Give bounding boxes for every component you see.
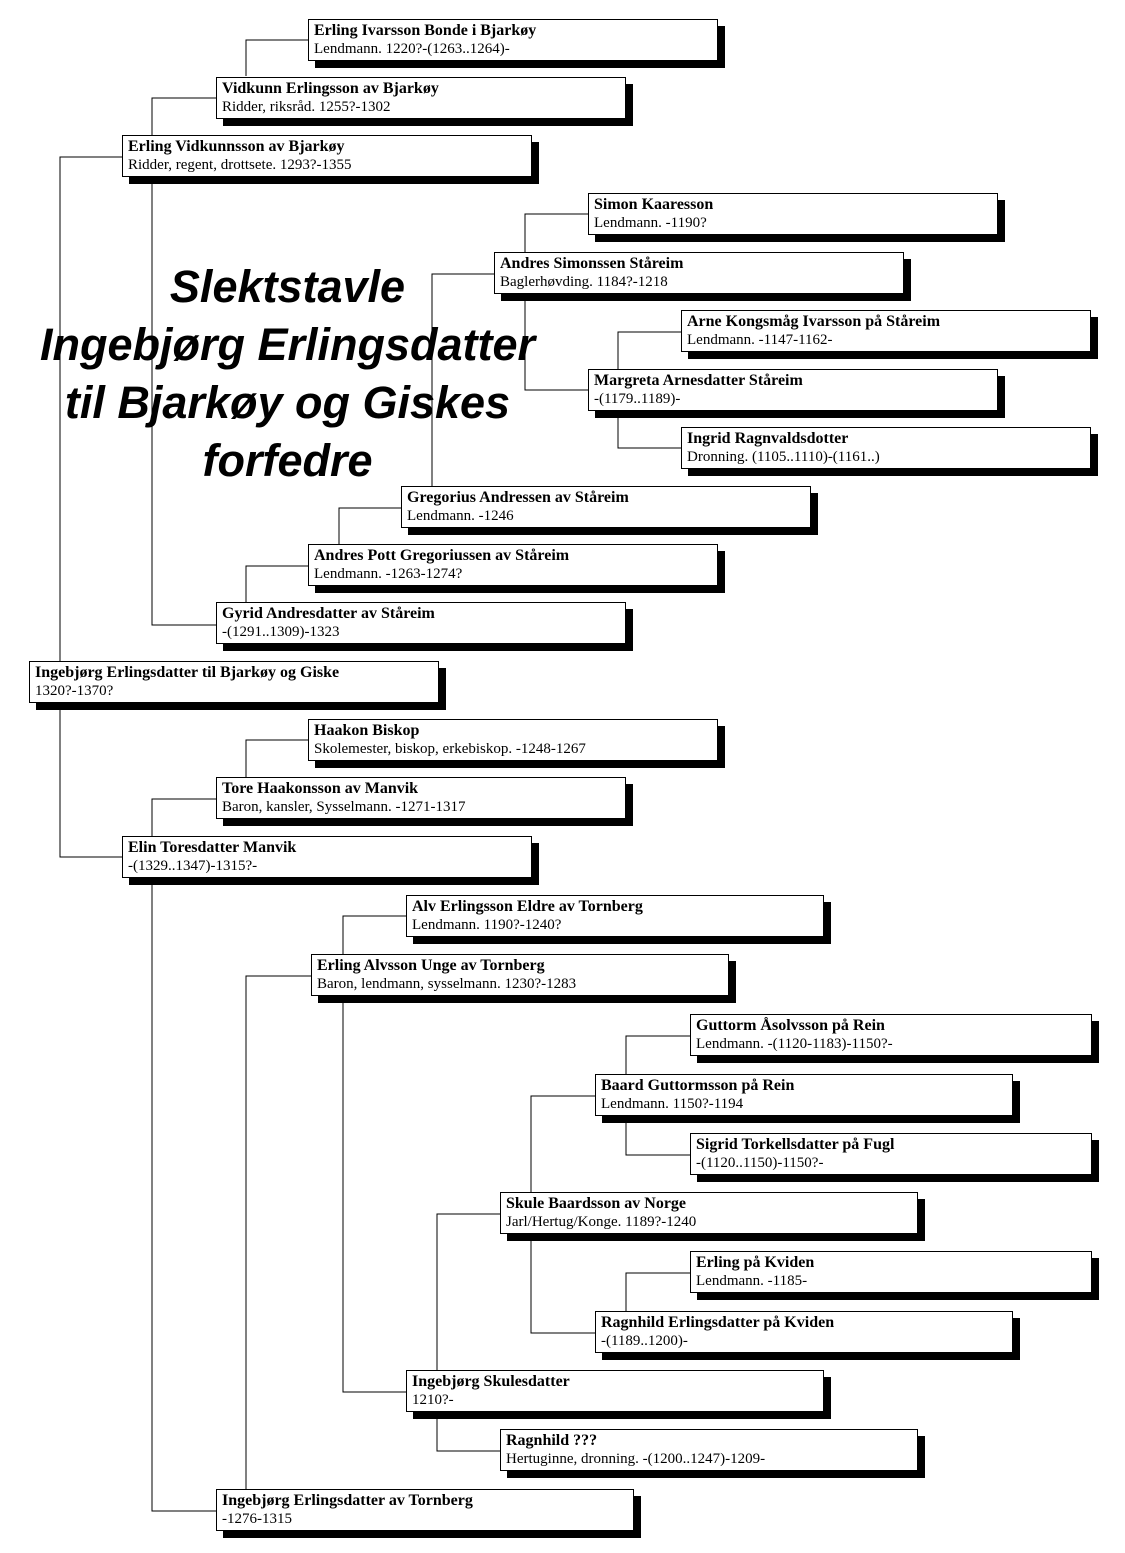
person-name: Erling Ivarsson Bonde i Bjarkøy [314,22,537,39]
person-info: Lendmann. 1150?-1194 [601,1096,744,1112]
person-name: Arne Kongsmåg Ivarsson på Ståreim [687,313,941,330]
person-info: Skolemester, biskop, erkebiskop. -1248-1267 [314,741,586,757]
person-info: 1210?- [412,1392,454,1408]
person-info: Lendmann. 1220?-(1263..1264)- [314,41,510,57]
person-box-guttorm-asolvsson [690,1014,1092,1056]
person-name: Guttorm Åsolvsson på Rein [696,1017,885,1034]
title-line-4: forfedre [202,435,373,486]
person-box-erling-pa-kviden [690,1251,1092,1293]
person-info: Baron, kansler, Sysselmann. -1271-1317 [222,799,466,815]
person-name: Andres Pott Gregoriussen av Ståreim [314,547,570,564]
person-box-gyrid-andresdatter [216,602,626,644]
person-box-ragnhild-erlingsdatter [595,1311,1013,1353]
person-info: Lendmann. -1246 [407,508,514,524]
person-info: Lendmann. -1147-1162- [687,332,833,348]
person-info: -(1179..1189)- [594,391,681,407]
person-info: Lendmann. 1190?-1240? [412,917,562,933]
person-info: Ridder, regent, drottsete. 1293?-1355 [128,157,352,173]
person-box-tore-haakonsson [216,777,626,819]
person-name: Gyrid Andresdatter av Ståreim [222,605,435,622]
person-name: Ingebjørg Erlingsdatter av Tornberg [222,1492,473,1509]
person-name: Baard Guttormsson på Rein [601,1077,795,1094]
person-box-erling-vidkunnsson [122,135,532,177]
person-info: Dronning. (1105..1110)-(1161..) [687,449,880,465]
title-line-1: Slektstavle [169,261,406,312]
person-name: Haakon Biskop [314,722,420,739]
person-info: 1320?-1370? [35,683,114,699]
person-name: Alv Erlingsson Eldre av Tornberg [412,898,643,915]
person-box-andres-pott [308,544,718,586]
chart-title [10,258,565,490]
person-box-elin-toresdatter [122,836,532,878]
person-name: Tore Haakonsson av Manvik [222,780,419,797]
person-box-andres-simonssen [494,252,904,294]
person-box-arne-kongsmag [681,310,1091,352]
person-name: Elin Toresdatter Manvik [128,839,297,856]
person-name: Ingrid Ragnvaldsdotter [687,430,849,447]
person-box-baard-guttormsson [595,1074,1013,1116]
person-name: Simon Kaaresson [594,196,714,213]
person-info: -(1189..1200)- [601,1333,688,1349]
person-info: Lendmann. -1185- [696,1273,808,1289]
person-name: Sigrid Torkellsdatter på Fugl [696,1136,895,1153]
person-info: -(1291..1309)-1323 [222,624,340,640]
person-name: Ragnhild ??? [506,1432,598,1449]
person-info: -(1120..1150)-1150?- [696,1155,824,1171]
person-box-ingebjorg-skulesdatter [406,1370,824,1412]
person-box-ingebjorg-erlingsdatter-giske [29,661,439,703]
person-info: Hertuginne, dronning. -(1200..1247)-1209- [506,1451,766,1467]
person-info: Ridder, riksråd. 1255?-1302 [222,99,391,115]
title-line-2: Ingebjørg Erlingsdatter [39,319,536,370]
person-box-alv-erlingsson [406,895,824,937]
person-box-vidkunn-erlingsson [216,77,626,119]
person-name: Erling på Kviden [696,1254,815,1271]
person-box-skule-baardsson [500,1192,918,1234]
person-info: -(1329..1347)-1315?- [128,858,258,874]
person-box-ragnhild-unknown [500,1429,918,1471]
person-info: Lendmann. -(1120-1183)-1150?- [696,1036,893,1052]
person-box-sigrid-torkellsdatter [690,1133,1092,1175]
person-name: Andres Simonssen Ståreim [500,255,684,272]
person-info: -1276-1315 [222,1511,292,1527]
person-name: Margreta Arnesdatter Ståreim [594,372,803,389]
person-box-ingebjorg-erlingsdatter-tornberg [216,1489,634,1531]
title-line-3: til Bjarkøy og Giskes [64,377,511,428]
person-name: Erling Alvsson Unge av Tornberg [317,957,545,974]
person-box-haakon-biskop [308,719,718,761]
person-box-simon-kaaresson [588,193,998,235]
person-name: Gregorius Andressen av Ståreim [407,489,629,506]
person-name: Vidkunn Erlingsson av Bjarkøy [222,80,439,97]
person-name: Ingebjørg Erlingsdatter til Bjarkøy og Giske [35,664,340,681]
person-box-erling-alvsson [311,954,729,996]
person-name: Erling Vidkunnsson av Bjarkøy [128,138,345,155]
person-info: Baglerhøvding. 1184?-1218 [500,274,668,290]
person-box-gregorius-andressen [401,486,811,528]
person-info: Lendmann. -1190? [594,215,707,231]
person-info: Baron, lendmann, sysselmann. 1230?-1283 [317,976,577,992]
person-box-margreta-arnesdatter [588,369,998,411]
person-name: Ingebjørg Skulesdatter [412,1373,570,1390]
person-box-ingrid-ragnvaldsdotter [681,427,1091,469]
person-info: Jarl/Hertug/Konge. 1189?-1240 [506,1214,697,1230]
person-name: Skule Baardsson av Norge [506,1195,687,1212]
person-info: Lendmann. -1263-1274? [314,566,463,582]
person-box-erling-ivarsson [308,19,718,61]
person-name: Ragnhild Erlingsdatter på Kviden [601,1314,835,1331]
